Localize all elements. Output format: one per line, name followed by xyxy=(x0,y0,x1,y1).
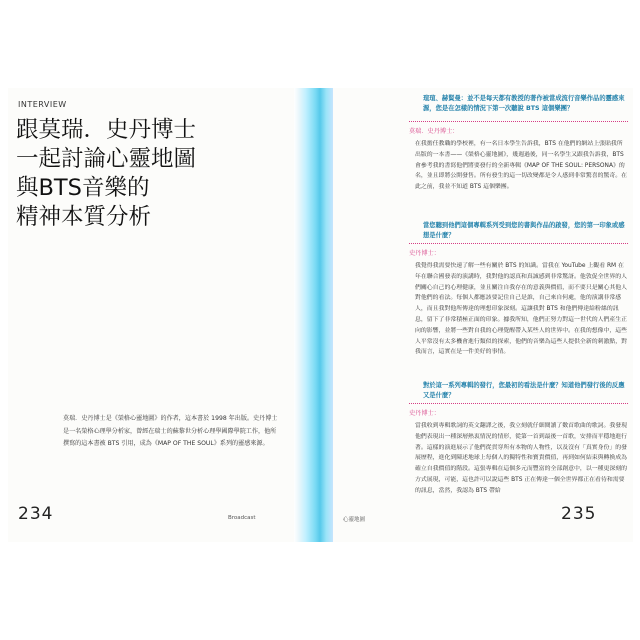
interview-answer: 我覺得我需要快速了解一些有關於 BTS 的知識。當我在 YouTube 上觀看 RM 在年在聯合國發表的演講時，我對他的認真和真誠感到非常驚訝。他敦促全世界的人們關心自己的心理健康，並且關注自我存在的意義與價值，而不要只是關心其他人對他們的看法。每個人都應該要記住自己是誰，自己來自何處，他的演講非常感人，而且我對他所傳達的理想印象深刻。這讓我對 BTS 和他們傳達給粉絲的訊息，留下了非常積極正面的印象。據我所知，他們正努力對這一世代的人們產生正向的影響，並將一些對自我的心理覺醒帶入某些人的世界中。在我的想像中，這些人平常沒有太多機會進行類似的探索，他們的音樂為這些人提供全新的刺激點，對我而言，這實在是一件美好的事情。 xyxy=(415,263,628,356)
title-line: 一起討論心靈地圖 xyxy=(16,146,197,172)
left-page xyxy=(8,88,308,542)
author-bio: 莫瑞．史丹博士是《榮格心靈地圖》的作者，這本書於 1998 年出版。史丹博士是一名榮格心理學分析家，曾經在瑞士的蘇黎世分析心理學國際學院工作，他所撰寫的這本書被 BTS 引用，成為《MAP OF THE SOUL》系列的靈感來源。 xyxy=(63,415,278,447)
interview-question: 瑄瑄、赫賢曼：並不是每天都有教授的著作被當成流行音樂作品的靈感來源，您是在怎樣的情況下第一次聽說 BTS 這個樂團？ xyxy=(423,95,625,112)
interview-answer: 當我收到專輯歌詞的英文翻譯之後，我立刻就仔細閱讀了數首歌曲的歌詞。我發現他們表現出一種深層熱衷情況的情形，從第一首到最後一首歌，安排而平穩地進行著。這樣的演進展示了他們從貫穿所有本物的人物性，以及沒有「真實身份」的發展歷程，進化到陳述地球上每個人的獨特性和寶貴價值，再到如何結束與轉換成為確立自我價值的階段。這張專輯在這個多元而豐富的全部創意中，以一種更深刻的方式展現，可能，這也許可以說這些 BTS 正在傳達一個全世界都正在看待和需要的訊息，當然，我認為 BTS 帶給 xyxy=(415,423,628,494)
page-number-right: 235 xyxy=(561,504,597,524)
speaker-label: 史丹博士： xyxy=(409,250,440,257)
divider xyxy=(409,243,628,244)
interview-answer: 在我擔任教職的學校裡，有一名日本學生告訴我，BTS 在他們的網站上張貼我所出版的一本書——《榮格心靈地圖》，幾週過後，同一名學生又跟我告訴我，BTS 會參考我的書寫他們將要發行的全新專輯《MAP OF THE SOUL: PERSONA》的名，並且即將公開發售。所有發生的這一切改變都是令人感到非常驚喜的驚奇。在此之前，我並不知道 BTS 這個樂團。 xyxy=(415,141,628,191)
interview-question: 對於這一系列專輯的發行，您最初的看法是什麼？知道他們發行後的反應又是什麼？ xyxy=(423,382,625,399)
page-number-left: 234 xyxy=(18,504,54,524)
speaker-label: 史丹博士： xyxy=(409,410,440,417)
interview-question: 當您聽到他們這個專輯系列受到您的書與作品的啟發，您的第一印象或感想是什麼？ xyxy=(423,222,625,239)
section-kicker: INTERVIEW xyxy=(18,100,67,109)
title-line: 跟莫瑞．史丹博士 xyxy=(16,117,197,143)
title-line: 與BTS音樂的 xyxy=(16,175,150,201)
speaker-label: 莫瑞．史丹博士： xyxy=(409,128,459,135)
title-line: 精神本質分析 xyxy=(16,204,152,230)
divider xyxy=(409,403,628,404)
right-page xyxy=(333,88,633,542)
article-title xyxy=(16,116,196,232)
running-footer-right: 心靈地圖 xyxy=(343,517,366,523)
running-footer-left: Broadcast xyxy=(228,515,256,521)
divider xyxy=(409,121,628,122)
